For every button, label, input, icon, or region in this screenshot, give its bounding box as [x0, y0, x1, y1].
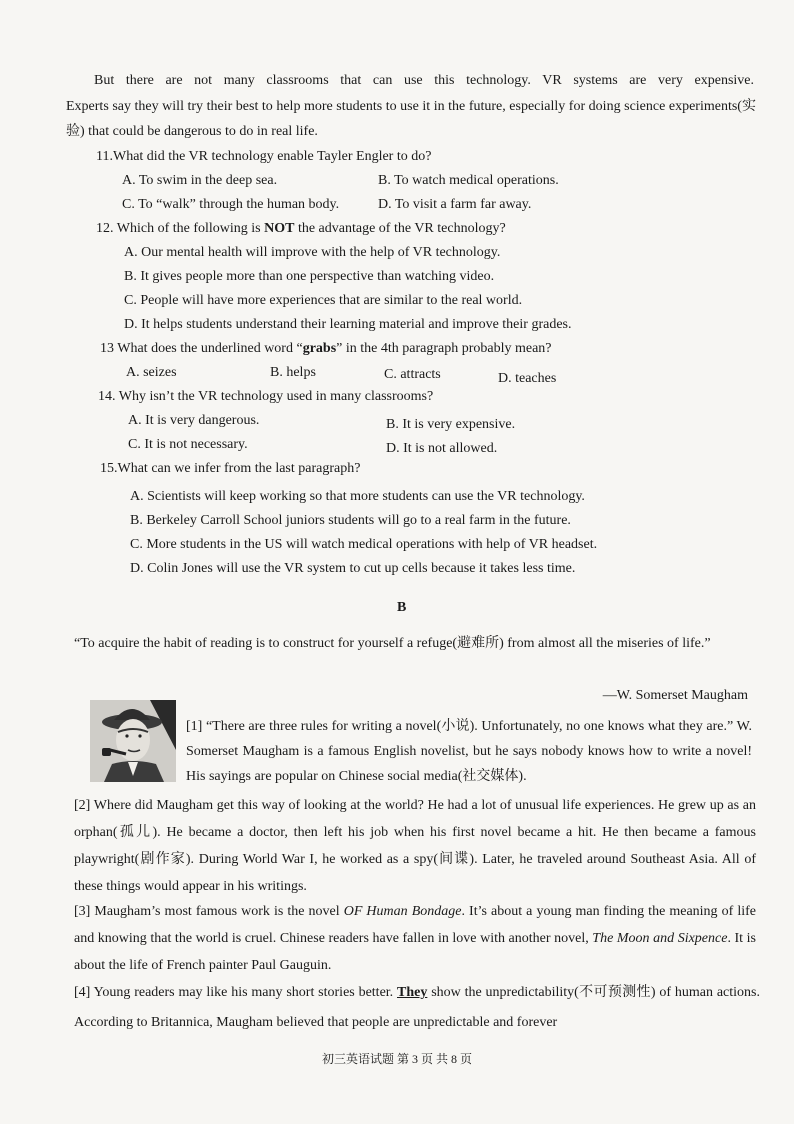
paragraph-2: [2] Where did Maugham get this way of looking at the world? He had a lot of unusual life experiences. He grew up as an orphan(孤儿). He became a doctor, then left his job when his first novel became a hit. He then became a famous playwright(剧作家). During World War I, he worked as a spy(间谍). Later, he traveled around Southeast Asia. All of these things would appear in his writings.	[74, 798, 756, 894]
q13-option-d: D. teaches	[498, 371, 557, 386]
intro-rest: Experts say they will try their best to help more students to use it in the future, especially for doing science experiments(实验) that could be dangerous to do in real life.	[66, 99, 756, 139]
question-15-stem: 15.What can we infer from the last paragraph?	[100, 461, 361, 476]
opening-quote: “To acquire the habit of reading is to construct for yourself a refuge(避难所) from almost all the miseries of life.”	[74, 636, 711, 651]
q13-option-b: B. helps	[270, 365, 316, 380]
q14-option-d: D. It is not allowed.	[386, 441, 498, 456]
paragraph-1: [1] “There are three rules for writing a novel(小说). Unfortunately, no one knows what they are.” W. Somerset Maugham is a famous English novelist, but he says nobody knows how to write a novel! His sayings are popular on Chinese social media(社交媒体).	[186, 719, 752, 784]
q13-option-c: C. attracts	[384, 367, 441, 382]
quote-author: —W. Somerset Maugham	[602, 688, 748, 703]
question-13-stem: 13 What does the underlined word “grabs” in the 4th paragraph probably mean?	[100, 341, 552, 356]
intro-line-1: But there are not many classrooms that can use this technology. VR systems are very expensive.	[94, 73, 754, 88]
paragraph-4: [4] Young readers may like his many short stories better. They show the unpredictability(不可预测性) of human actions. According to Britannica, Maugham believed that people are unpredictable and forever	[74, 985, 760, 1030]
q11-option-a: A. To swim in the deep sea.	[122, 173, 278, 188]
question-12-stem: 12. Which of the following is NOT the advantage of the VR technology?	[96, 221, 506, 236]
q12-option-d: D. It helps students understand their learning material and improve their grades.	[124, 317, 572, 332]
q14-option-b: B. It is very expensive.	[386, 417, 516, 432]
q15-option-b: B. Berkeley Carroll School juniors students will go to a real farm in the future.	[130, 513, 571, 528]
question-14-stem: 14. Why isn’t the VR technology used in many classrooms?	[98, 389, 434, 404]
q14-option-a: A. It is very dangerous.	[128, 413, 260, 428]
portrait-illustration	[90, 700, 176, 782]
q13-option-a: A. seizes	[126, 365, 177, 380]
q15-option-d: D. Colin Jones will use the VR system to cut up cells because it takes less time.	[130, 561, 576, 576]
q14-option-c: C. It is not necessary.	[128, 437, 248, 452]
page-footer: 初三英语试题 第 3 页 共 8 页	[321, 1052, 472, 1066]
section-title-b: B	[397, 600, 407, 615]
maugham-portrait-image	[90, 700, 176, 782]
q12-option-a: A. Our mental health will improve with the help of VR technology.	[124, 245, 501, 260]
paragraph-3: [3] Maugham’s most famous work is the novel OF Human Bondage. It’s about a young man finding the meaning of life and knowing that the world is cruel. Chinese readers have fallen in love with another novel, The Moon and Sixpence. It is about the life of French painter Paul Gauguin.	[74, 904, 756, 973]
q11-option-b: B. To watch medical operations.	[378, 173, 559, 188]
q12-option-c: C. People will have more experiences that are similar to the real world.	[124, 293, 523, 308]
question-11-stem: 11.What did the VR technology enable Tayler Engler to do?	[96, 149, 432, 164]
q15-option-c: C. More students in the US will watch medical operations with help of VR headset.	[130, 537, 598, 552]
q12-option-b: B. It gives people more than one perspective than watching video.	[124, 269, 495, 284]
q11-option-d: D. To visit a farm far away.	[378, 197, 532, 212]
q15-option-a: A. Scientists will keep working so that more students can use the VR technology.	[130, 489, 585, 504]
q11-option-c: C. To “walk” through the human body.	[122, 197, 340, 212]
